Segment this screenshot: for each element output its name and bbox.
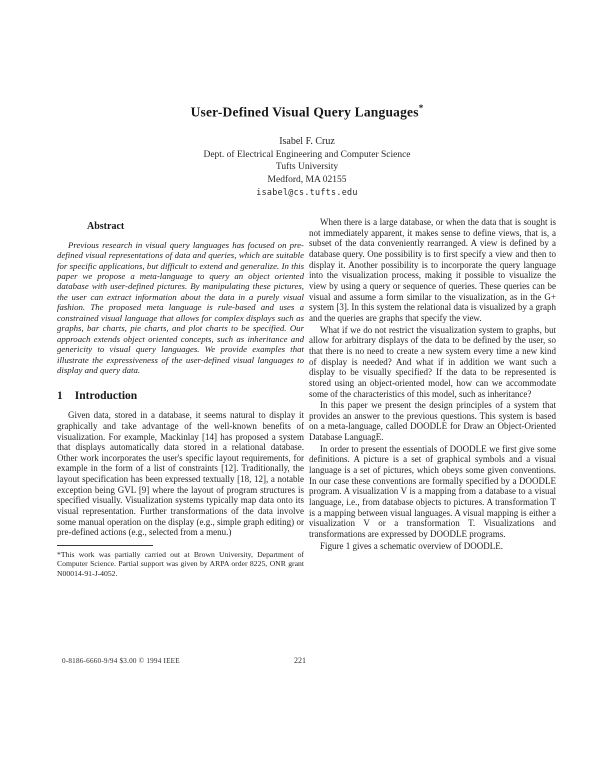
abstract-text: Previous research in visual query languages has focused on pre-defined visual representations of data and queries, which are suitable for specific applications, but difficult to extend and generalize. In this paper we propose a meta-language to query an object oriented database with user-defined pictures. By manipulating these pictures, the user can extract information about the data in a purely visual fashion. The proposed meta language is rule-based and uses a constrained visual language that allows for complex displays such as graphs, bar charts, pie charts, and plot charts to be specified. Our approach extends object oriented concepts, such as inheritance and genericity to visual query languages. We provide examples that illustrate the expressiveness of the user-defined visual languages to display and query data. [57,239,304,376]
author-block [57,136,557,199]
left-column [57,222,304,578]
author-email: isabel@cs.tufts.edu [256,187,358,198]
body-paragraph: In this paper we present the design principles of a system that provides an answer to the previous questions. This system is based on a meta-language, called DOODLE for Draw an Object-Oriented Database LanguagE. [309,400,556,443]
section-number: 1 [57,389,63,402]
paper-title-text: User-Defined Visual Query Languages [190,104,419,120]
copyright-line: 0-8186-6660-9/94 $3.00 © 1994 IEEE [62,657,180,665]
author-department: Dept. of Electrical Engineering and Computer Science [203,149,411,160]
footnote-text: *This work was partially carried out at Brown University, Department of Computer Science. Partial support was given by ARPA order 8225, ONR grant N00014-91-J-4052. [57,550,304,578]
body-paragraph: What if we do not restrict the visualization system to graphs, but allow for arbitrary displays of the data to be defined by the user, so that there is no need to create a new system every time a new kind of display is needed? And what if in addition we want such a display to be visually specified? If the data to be represented is stored using an object-oriented model, how can we accommodate some of the characteristics of this model, such as inheritance? [309,324,556,399]
author-university: Tufts University [275,162,339,173]
section-heading-introduction [57,391,304,402]
title-footnote-mark: * [418,103,424,113]
section-title: Introduction [74,389,138,402]
body-paragraph: In order to present the essentials of DOODLE we first give some definitions. A picture is a set of graphical symbols and a visual language is a set of pictures, which obeys some given conventions. In our case these conventions are formally specified by a DOODLE program. A visualization V is a mapping from a database to a visual language, i.e., from database objects to pictures. A transformation T is a mapping between visual languages. A visual mapping is either a visualization V or a transformation T. Visualizations and transformations are expressed by DOODLE programs. [309,443,556,540]
paper-title [57,103,557,121]
right-column [309,217,556,552]
body-paragraph: When there is a large database, or when the data that is sought is not immediately apparent, it makes sense to define views, that is, a subset of the data conveniently rearranged. A view is defined by a database query. One possibility is to first specify a view and then to display it. Another possibility is to incorporate the query language into the visualization process, making it possible to visualize the view by using a query or sequence of queries. These queries can be visual and assume a form similar to the visualization, as in the G+ system [3]. In this system the relational data is visualized by a graph and the queries are graphs that specify the view. [309,217,556,323]
author-name: Isabel F. Cruz [279,136,335,147]
page-number: 221 [294,656,306,665]
author-address: Medford, MA 02155 [267,174,347,185]
body-paragraph: Figure 1 gives a schematic overview of DOODLE. [320,540,503,551]
footnote-separator-rule [57,545,153,546]
abstract-heading: Abstract [87,221,125,232]
introduction-paragraph: Given data, stored in a database, it seems natural to display it graphically and take advantage of the well-known benefits of visualization. For example, Mackinlay [14] has proposed a system that displays automatically data stored in a relational database. Other work incorporates the user's specific layout requirements, for example in the form of a list of constraints [12]. Traditionally, the layout specification has been expressed textually [18, 12], a notable exception being GVL [9] where the layout of program structures is specified visually. Visualization systems typically map data onto its visual representation. Further transformations of the data involve some manual operation on the display (e.g., simple graph editing) or pre-defined actions (e.g., selected from a menu.) [57,410,304,538]
